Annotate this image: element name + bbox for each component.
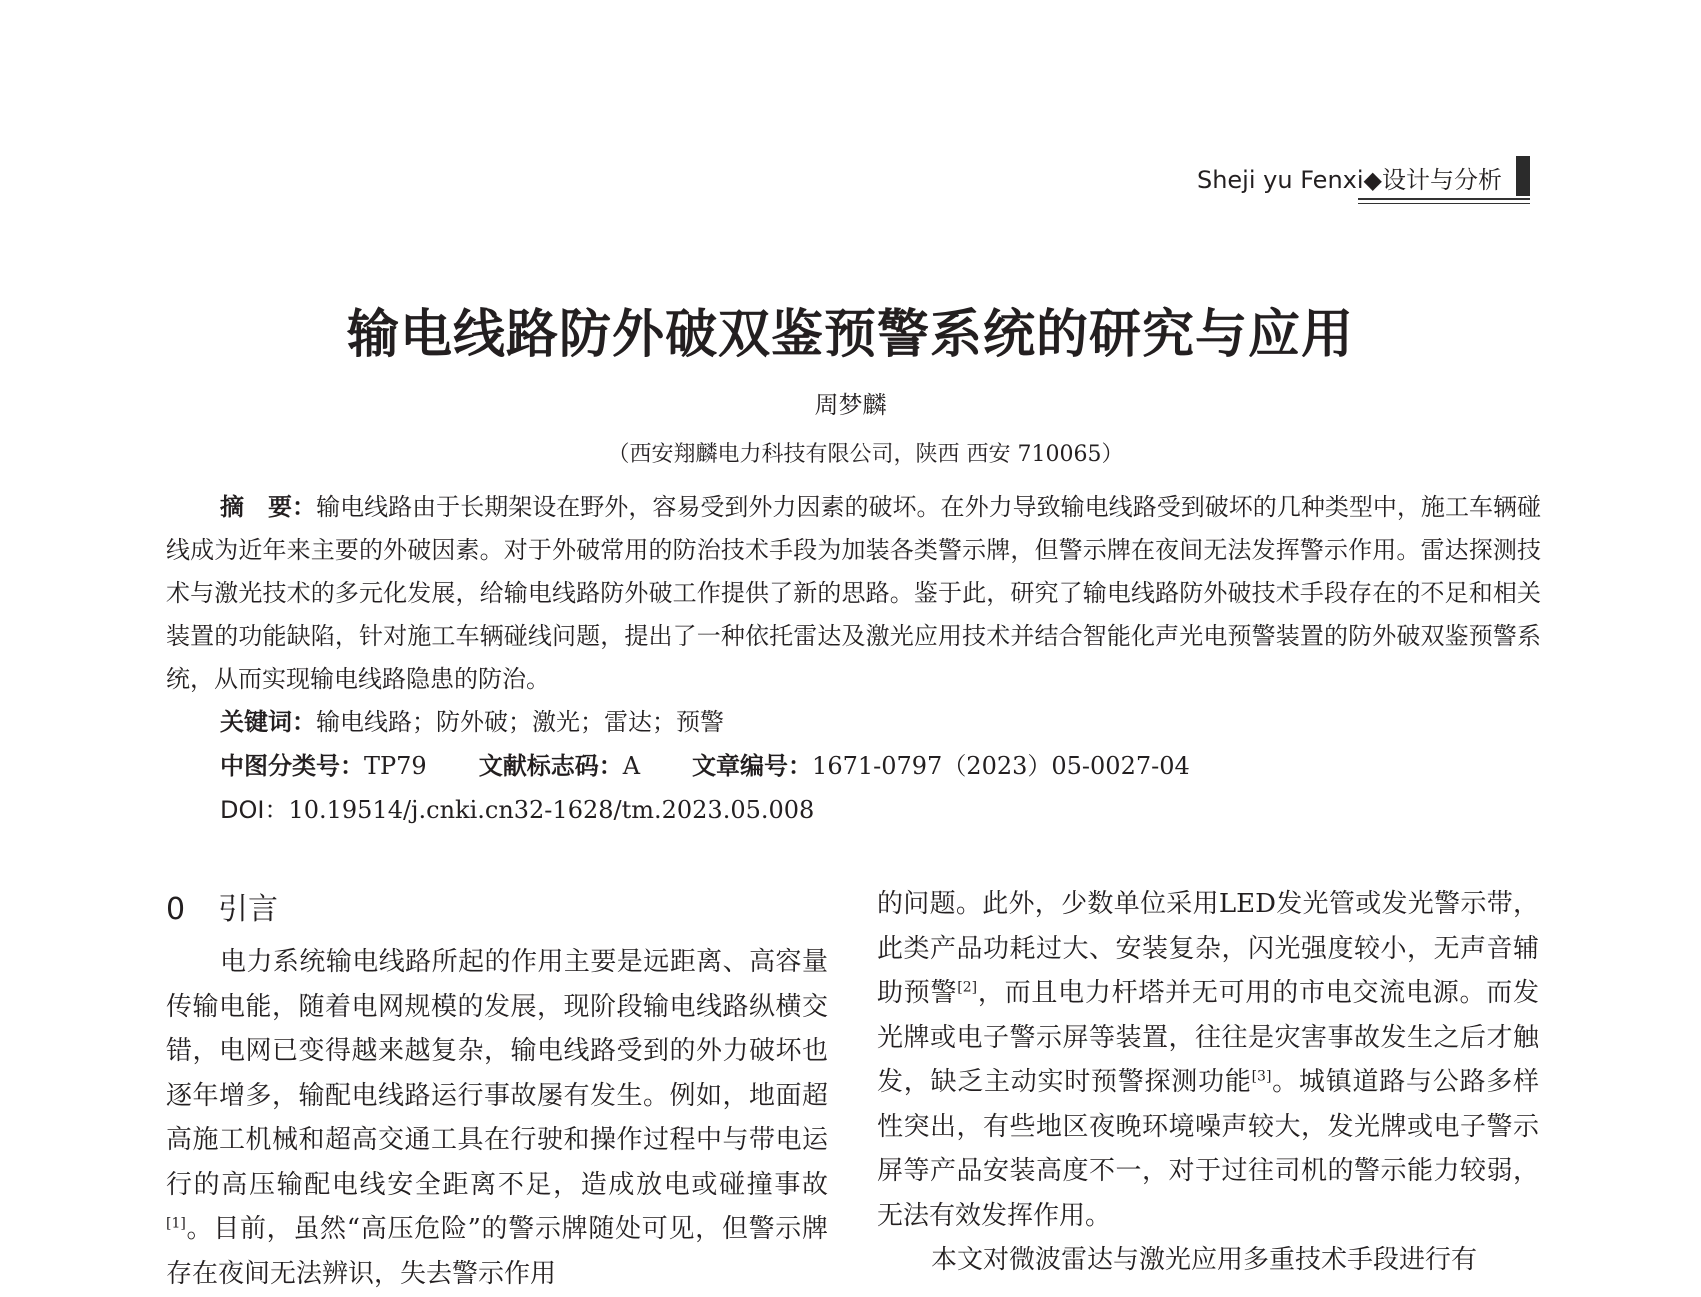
doc-code-value: A [622, 752, 641, 780]
section-heading [166, 884, 278, 928]
citation-ref: [1] [166, 1215, 186, 1232]
paper-title: 输电线路防外破双鉴预警系统的研究与应用 [346, 305, 1354, 365]
diamond-icon: ◆ [1363, 166, 1382, 194]
running-header-cn: 设计与分析 [1382, 166, 1502, 194]
header-rule-thin [1358, 203, 1530, 204]
header-rule [1358, 198, 1530, 200]
body-text: 。城镇道路与公路多样性突出，有些地区夜晚环境噪声较大，发光牌或电子警示屏等产品安装高度不一，对于过往司机的警示能力较弱，无法有效发挥作用。 [877, 1067, 1539, 1231]
body-column-right [877, 882, 1539, 1283]
keywords-label: 关键词： [220, 708, 316, 736]
body-paragraph [877, 882, 1539, 1238]
header-bar-mark [1516, 156, 1530, 196]
body-paragraph: 本文对微波雷达与激光应用多重技术手段进行有 [931, 1245, 1478, 1275]
author-name: 周梦麟 [814, 391, 887, 419]
section-title: 引言 [218, 892, 278, 927]
abstract-text: 输电线路由于长期架设在野外，容易受到外力因素的破坏。在外力导致输电线路受到破坏的几种类型中，施工车辆碰线成为近年来主要的外破因素。对于外破常用的防治技术手段为加装各类警示牌，但警示牌在夜间无法发挥警示作用。雷达探测技术与激光技术的多元化发展，给输电线路防外破工作提供了新的思路。鉴于此，研究了输电线路防外破技术手段存在的不足和相关装置的功能缺陷，针对施工车辆碰线问题，提出了一种依托雷达及激光应用技术并结合智能化声光电预警装置的防外破双鉴预警系统，从而实现输电线路隐患的防治。 [166, 493, 1542, 693]
doc-code-label: 文献标志码： [478, 752, 623, 780]
body-text: 。目前，虽然“高压危险”的警示牌随处可见，但警示牌存在夜间无法辨识，失去警示作用 [166, 1214, 828, 1289]
doi-line [220, 789, 814, 832]
citation-ref: [2] [957, 979, 978, 996]
running-header [1100, 156, 1530, 204]
clc-value: TP79 [364, 752, 427, 780]
classification-line [220, 745, 1190, 788]
article-no-value: 1671-0797（2023）05-0027-04 [812, 752, 1190, 780]
keywords-line [220, 701, 724, 744]
body-column-left [166, 940, 828, 1296]
body-text: 电力系统输电线路所起的作用主要是远距离、高容量传输电能，随着电网规模的发展，现阶段输电线路纵横交错，电网已变得越来越复杂，输电线路受到的外力破坏也逐年增多，输配电线路运行事故屡有发生。例如，地面超高施工机械和超高交通工具在行驶和操作过程中与带电运行的高压输配电线安全距离不足，造成放电或碰撞事故 [166, 947, 828, 1200]
abstract [166, 486, 1541, 701]
body-text: 的问题。此外，少数单位采用LED发光管或发光警示带，此类产品功耗过大、安装复杂，闪光强度较小，无声音辅助预警 [877, 889, 1539, 1008]
doi-value: 10.19514/j.cnki.cn32-1628/tm.2023.05.008 [288, 796, 815, 824]
article-no-label: 文章编号： [692, 752, 813, 780]
body-text: ，而且电力杆塔并无可用的市电交流电源。而发光牌或电子警示屏等装置，往往是灾害事故发生之后才触发，缺乏主动实时预警探测功能 [877, 978, 1539, 1097]
section-number: 0 [166, 892, 186, 927]
running-header-latin: Sheji yu Fenxi [1196, 166, 1364, 194]
abstract-label: 摘 要： [220, 493, 317, 521]
doi-label: DOI： [220, 796, 289, 824]
affiliation: （西安翔麟电力科技有限公司，陕西 西安 710065） [607, 442, 1124, 467]
keywords-text: 输电线路；防外破；激光；雷达；预警 [316, 708, 724, 736]
clc-label: 中图分类号： [220, 752, 364, 780]
running-header-text [1197, 160, 1502, 195]
citation-ref: [3] [1251, 1068, 1272, 1085]
